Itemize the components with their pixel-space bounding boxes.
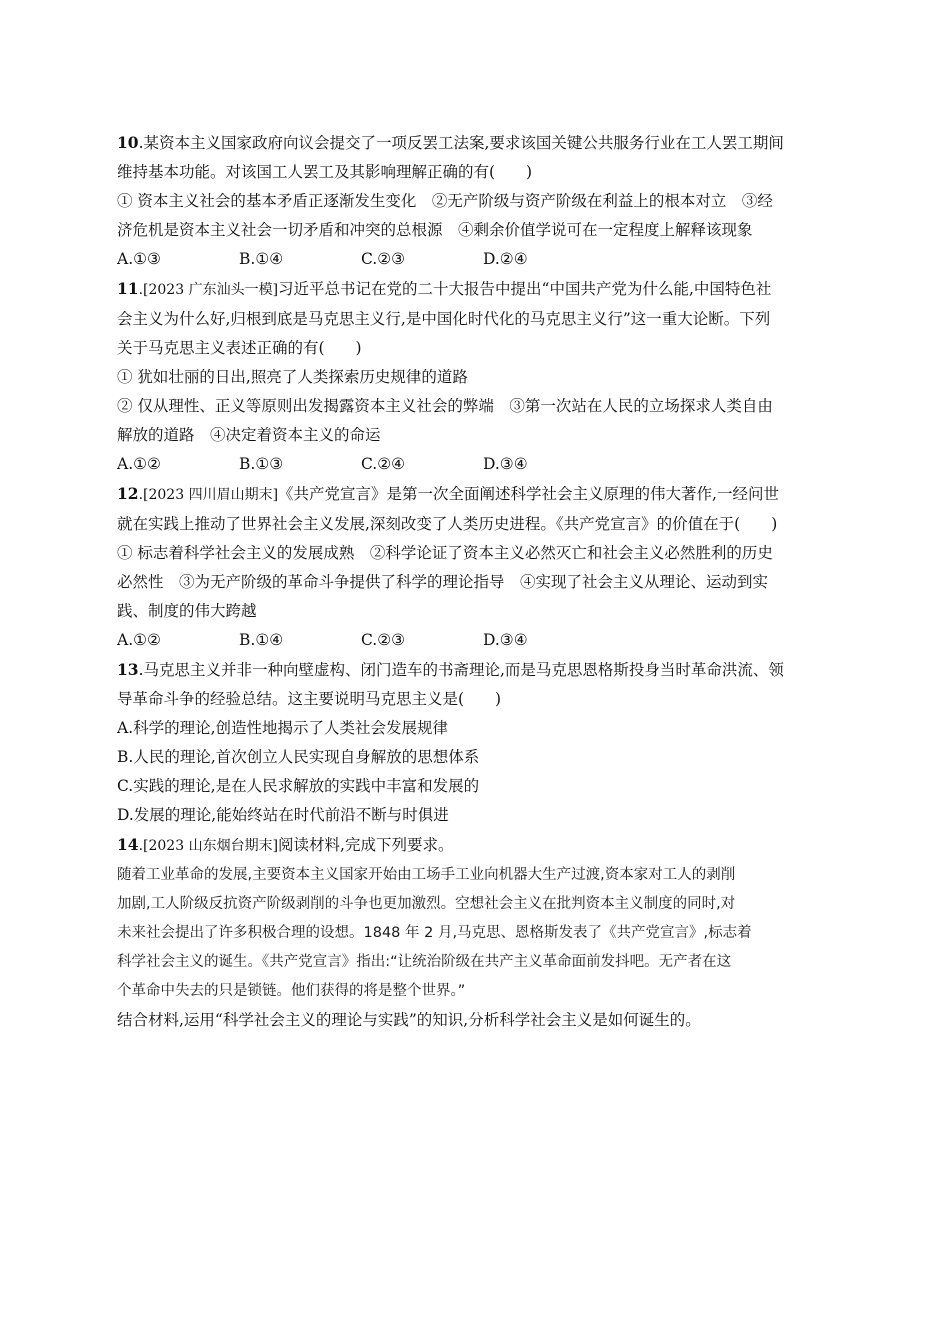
q12-line-4: 必然性 ③为无产阶级的革命斗争提供了科学的理论指导 ④实现了社会主义从理论、运动到实: [117, 573, 769, 591]
q14-material-line-4: 科学社会主义的诞生。《共产党宣言》指出:“让统治阶级在共产主义革命面前发抖吧。无产者在这: [117, 954, 732, 970]
question-11: [117, 274, 832, 479]
q12-option-d: D.③④: [483, 631, 528, 649]
question-13: [117, 655, 832, 830]
q14-line-1: 14.[2023 山东烟台期末]阅读材料,完成下列要求。: [117, 835, 454, 854]
q11-line-5: ② 仅从理性、正义等原则出发揭露资本主义社会的弊端 ③第一次站在人民的立场探求人类自由: [117, 397, 773, 415]
q12-line-3: ① 标志着科学社会主义的发展成熟 ②科学论证了资本主义必然灭亡和社会主义必然胜利的历史: [117, 544, 773, 562]
q12-options: [117, 626, 832, 655]
q11-option-c: C.②④: [361, 455, 406, 473]
q12-number: 12: [117, 484, 139, 503]
q11-line-3: 关于马克思主义表述正确的有( ): [117, 339, 362, 357]
q10-line-3: ① 资本主义社会的基本矛盾正逐渐发生变化 ②无产阶级与资产阶级在利益上的根本对立 ③经: [117, 192, 773, 210]
q10-option-b: B.①④: [239, 250, 284, 268]
q10-option-d: D.②④: [483, 250, 528, 268]
q12-source: .[2023 四川眉山期末]: [138, 487, 279, 503]
q10-option-c: C.②③: [361, 250, 406, 268]
q13-option-c: C.实践的理论,是在人民求解放的实践中丰富和发展的: [117, 777, 480, 795]
q11-option-a: A.①②: [117, 455, 161, 473]
q10-options: [117, 245, 832, 274]
q10-line-4: 济危机是资本主义社会一切矛盾和冲突的总根源 ④剩余价值学说可在一定程度上解释该现象: [117, 221, 753, 239]
q14-question: 结合材料,运用“科学社会主义的理论与实践”的知识,分析科学社会主义是如何诞生的。: [117, 1011, 701, 1029]
question-10: [117, 128, 832, 274]
q14-material-line-2: 加剧,工人阶级反抗资产阶级剥削的斗争也更加激烈。空想社会主义在批判资本主义制度的同时,对: [117, 896, 736, 912]
q12-line-1: 12.[2023 四川眉山期末]《共产党宣言》是第一次全面阐述科学社会主义原理的伟大著作,一经问世: [117, 484, 779, 503]
q13-line-1: 13.马克思主义并非一种向壁虚构、闭门造车的书斋理论,而是马克思恩格斯投身当时革命洪流、领: [117, 660, 784, 679]
q13-number: 13: [117, 660, 139, 679]
q13-option-b: B.人民的理论,首次创立人民实现自身解放的思想体系: [117, 748, 480, 766]
q14-material-line-1: 随着工业革命的发展,主要资本主义国家开始由工场手工业向机器大生产过渡,资本家对工人的剥削: [117, 867, 736, 883]
q10-line-1: 10.某资本主义国家政府向议会提交了一项反罢工法案,要求该国关键公共服务行业在工人罢工期间: [117, 133, 784, 152]
q12-option-c: C.②③: [361, 631, 406, 649]
question-14: [117, 830, 832, 1035]
q10-number: 10: [117, 133, 139, 152]
q14-material-line-5: 个革命中失去的只是锁链。他们获得的将是整个世界。”: [117, 983, 466, 999]
q11-line-6: 解放的道路 ④决定着资本主义的命运: [117, 426, 381, 444]
q12-option-b: B.①④: [239, 631, 284, 649]
q11-number: 11: [117, 279, 139, 298]
q11-line-1: 11.[2023 广东汕头一模]习近平总书记在党的二十大报告中提出“中国共产党为什么能,中国特色社: [117, 279, 772, 298]
q11-option-b: B.①③: [239, 455, 284, 473]
q11-line-2: 会主义为什么好,归根到底是马克思主义行,是中国化时代化的马克思主义行”这一重大论断。下列: [117, 310, 771, 328]
q14-material-line-3: 未来社会提出了许多积极合理的设想。1848 年 2 月,马克思、恩格斯发表了《共产党宣言》,标志着: [117, 925, 752, 941]
q11-options: [117, 450, 832, 479]
q11-option-d: D.③④: [483, 455, 528, 473]
q14-number: 14: [117, 835, 139, 854]
q14-material: [117, 861, 832, 1006]
q12-option-a: A.①②: [117, 631, 161, 649]
q10-option-a: A.①③: [117, 250, 161, 268]
q12-line-2: 就在实践上推动了世界社会主义发展,深刻改变了人类历史进程。《共产党宣言》的价值在于( ): [117, 515, 778, 533]
q10-line-2: 维持基本功能。对该国工人罢工及其影响理解正确的有( ): [117, 163, 533, 181]
q11-source: .[2023 广东汕头一模]: [138, 282, 279, 298]
question-12: [117, 479, 832, 655]
q13-line-2: 导革命斗争的经验总结。这主要说明马克思主义是( ): [117, 690, 502, 708]
q13-option-a: A.科学的理论,创造性地揭示了人类社会发展规律: [117, 719, 449, 737]
q14-source: .[2023 山东烟台期末]: [138, 838, 279, 854]
q13-option-d: D.发展的理论,能始终站在时代前沿不断与时俱进: [117, 806, 449, 824]
q11-line-4: ① 犹如壮丽的日出,照亮了人类探索历史规律的道路: [117, 368, 468, 386]
q12-line-5: 践、制度的伟大跨越: [117, 602, 257, 620]
